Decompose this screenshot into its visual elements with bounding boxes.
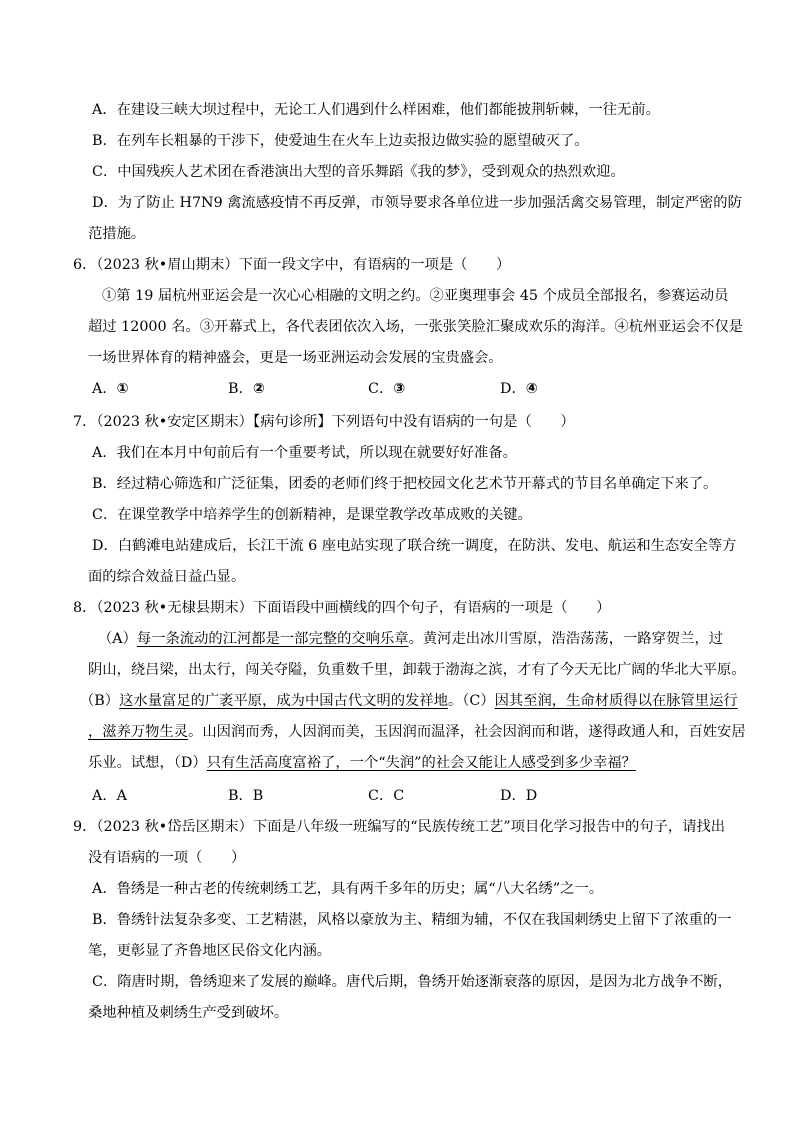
q8-choice-d: D．D [500, 788, 538, 804]
q9-option-c-continued: 桑地种植及刺绣生产受到破坏。 [88, 1005, 289, 1021]
q9-stem-continued: 没有语病的一项（ ） [88, 850, 246, 866]
q6-passage-line: 超过 12000 名。③开幕式上，各代表团依次入场，一张张笑脸汇聚成欢乐的海洋。④杭州亚运会不仅是 [88, 319, 744, 335]
q6-choice-d: D．④ [500, 381, 538, 397]
q7-option-d-continued: 面的综合效益日益凸显。 [88, 569, 246, 585]
q9-option-a: A．鲁绣是一种古老的传统刺绣工艺，具有两千多年的历史；属“八大名绣”之一。 [92, 881, 604, 897]
q5-option-b: B．在列车长粗暴的干涉下，使爱迪生在火车上边卖报边做实验的愿望破灭了。 [92, 133, 589, 149]
q7-option-a: A．我们在本月中旬前后有一个重要考试，所以现在就要好好准备。 [92, 445, 517, 461]
q9-option-c: C．隋唐时期，鲁绣迎来了发展的巅峰。唐代后期，鲁绣开始逐渐衰落的原因，是因为北方战争不断， [92, 974, 732, 990]
q7-option-d: D．白鹤滩电站建成后，长江干流 6 座电站实现了联合统一调度，在防洪、发电、航运和生态安全等方 [92, 538, 737, 554]
q8-passage-line-4: ，滋养万物生灵。山因润而秀，人因润而美，玉因润而温泽，社会因润而和谐，遂得政通人和，百姓安居 [88, 724, 746, 740]
q7-option-c: C．在课堂教学中培养学生的创新精神，是课堂教学改革成败的关键。 [92, 507, 532, 523]
q7-option-b: B．经过精心筛选和广泛征集，团委的老师们终于把校园文化艺术节开幕式的节目名单确定下来了。 [92, 476, 718, 492]
q5-option-d-continued: 范措施。 [88, 226, 146, 242]
q8-stem: 8．（2023 秋•无棣县期末）下面语段中画横线的四个句子，有语病的一项是（ ） [73, 600, 611, 616]
q9-stem: 9．（2023 秋•岱岳区期末）下面是八年级一班编写的“民族传统工艺”项目化学习报告中的句子，请找出 [73, 819, 726, 835]
underlined-sentence-c-continued: ，滋养万物生灵 [88, 724, 189, 740]
q6-choice-c: C．③ [368, 381, 406, 397]
q8-choice-a: A．A [92, 788, 127, 804]
q5-option-a: A．在建设三峡大坝过程中，无论工人们遇到什么样困难，他们都能披荆斩棘，一往无前。 [92, 102, 660, 118]
q6-passage-line: 一场世界体育的精神盛会，更是一场亚洲运动会发展的宝贵盛会。 [88, 350, 503, 366]
q8-passage-line-5: 乐业。试想，（D）只有生活高度富裕了，一个“失润”的社会又能让人感受到多少幸福？ [88, 755, 636, 771]
q8-choice-b: B．B [228, 788, 264, 804]
q6-passage-line: ①第 19 届杭州亚运会是一次心心相融的文明之约。②亚奥理事会 45 个成员全部报名，参赛运动员 [102, 288, 729, 304]
q8-passage-line-1: （A）每一条流动的江河都是一部完整的交响乐章。黄河走出冰川雪原，浩浩荡荡，一路穿贺兰，过 [98, 631, 724, 647]
underlined-sentence-b: 这水量富足的广袤平原，成为中国古代文明的发祥地 [119, 693, 448, 709]
q5-option-d: D．为了防止 H7N9 禽流感疫情不再反弹，市领导要求各单位进一步加强活禽交易管理，制定严密的防 [92, 195, 742, 211]
q8-passage-line-2: 阴山，绕吕梁，出太行，闯关夺隘，负重数千里，卸载于渤海之滨，才有了今天无比广阔的华北大平原。 [88, 662, 746, 678]
q6-choice-a: A．① [92, 381, 129, 397]
q8-choice-c: C．C [368, 788, 405, 804]
q9-option-b: B．鲁绣针法复杂多变、工艺精湛，风格以豪放为主、精细为辅，不仅在我国刺绣史上留下了浓重的一 [92, 912, 732, 928]
q9-option-b-continued: 笔，更彰显了齐鲁地区民俗文化内涵。 [88, 943, 332, 959]
underlined-sentence-a: 每一条流动的江河都是一部完整的交响乐章 [136, 631, 409, 647]
q8-passage-line-3: （B）这水量富足的广袤平原，成为中国古代文明的发祥地。（C）因其至润，生命材质得以在脉管里运行 [80, 693, 738, 709]
underlined-sentence-c: 因其至润，生命材质得以在脉管里运行 [494, 693, 738, 709]
q6-choice-b: B．② [228, 381, 265, 397]
underlined-sentence-d: 只有生活高度富裕了，一个“失润”的社会又能让人感受到多少幸福？ [206, 755, 636, 771]
q5-option-c: C．中国残疾人艺术团在香港演出大型的音乐舞蹈《我的梦》，受到观众的热烈欢迎。 [92, 164, 625, 180]
q6-stem: 6．（2023 秋•眉山期末）下面一段文字中，有语病的一项是（ ） [73, 257, 511, 273]
q7-stem: 7．（2023 秋•安定区期末）【病句诊所】下列语句中没有语病的一句是（ ） [73, 414, 575, 430]
